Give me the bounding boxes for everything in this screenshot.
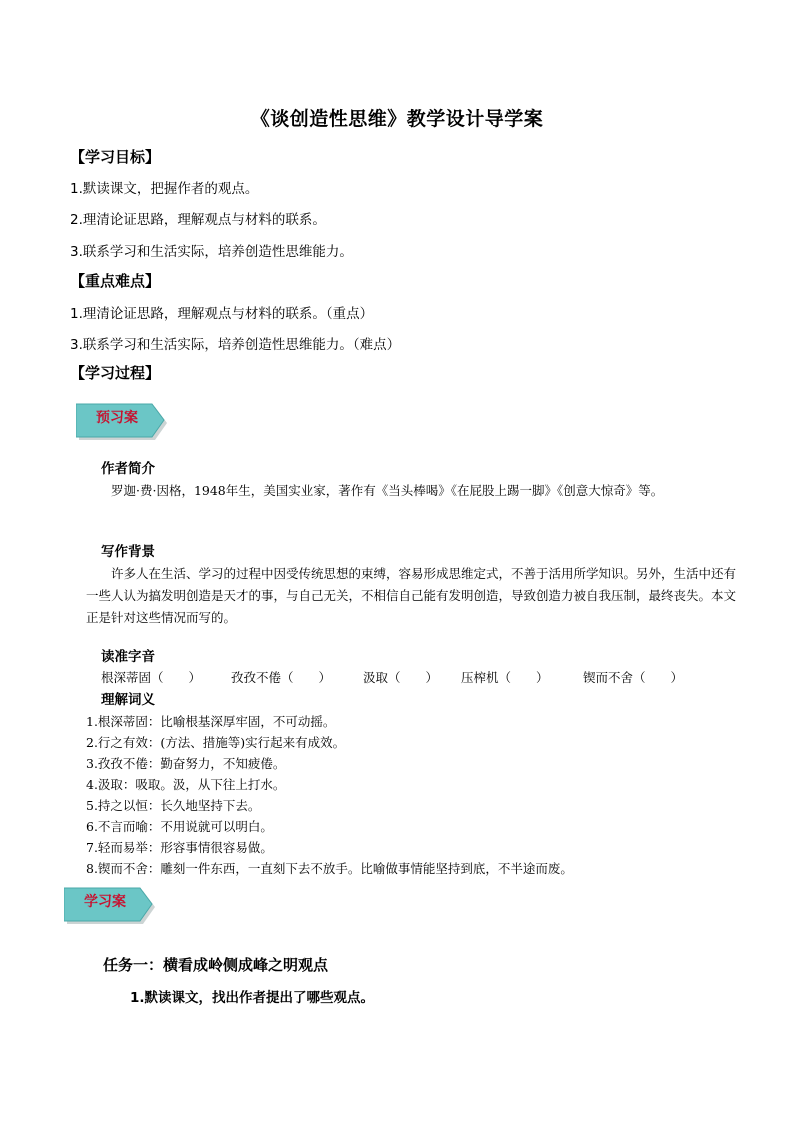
- keypoint-item: 1.理清论证思路，理解观点与材料的联系。（重点）: [70, 306, 374, 322]
- vocab-item: 2.行之有效：(方法、措施等)实行起来有成效。: [86, 735, 346, 750]
- pronunciation-item: 锲而不舍（ ）: [583, 670, 684, 685]
- keypoints-heading: 【重点难点】: [70, 272, 161, 290]
- pronunciation-item: 根深蒂固（ ）: [101, 670, 202, 685]
- vocab-item: 7.轻而易举：形容事情很容易做。: [86, 840, 273, 855]
- vocab-item: 1.根深蒂固：比喻根基深厚牢固，不可动摇。: [86, 714, 336, 729]
- pronunciation-item: 压榨机（ ）: [461, 670, 549, 685]
- goal-item: 1.默读课文，把握作者的观点。: [70, 181, 259, 197]
- pronunciation-item: 汲取（ ）: [363, 670, 439, 685]
- process-heading: 【学习过程】: [70, 364, 161, 382]
- goal-item: 2.理清论证思路，理解观点与材料的联系。: [70, 212, 326, 228]
- page-title: 《谈创造性思维》教学设计导学案: [250, 108, 544, 130]
- vocab-item: 6.不言而喻：不用说就可以明白。: [86, 819, 273, 834]
- background-heading: 写作背景: [101, 544, 155, 560]
- author-heading: 作者简介: [101, 461, 155, 477]
- vocab-heading: 理解词义: [101, 692, 155, 708]
- task1-question: 1.默读课文，找出作者提出了哪些观点。: [130, 990, 375, 1006]
- vocab-item: 8.锲而不舍：雕刻一件东西，一直刻下去不放手。比喻做事情能坚持到底，不半途而废。: [86, 861, 573, 876]
- preview-badge: [76, 402, 170, 440]
- study-badge: [64, 886, 158, 924]
- background-text: 许多人在生活、学习的过程中因受传统思想的束缚，容易形成思维定式，不善于活用所学知识。另外，生活中还有一些人认为搞发明创造是天才的事，与自己无关，不相信自己能有发明创造，导致创造力被自我压制，最终丧失。本文正是针对这些情况而写的。: [86, 566, 737, 625]
- preview-badge-label: 预习案: [96, 410, 138, 426]
- vocab-item: 3.孜孜不倦：勤奋努力，不知疲倦。: [86, 756, 286, 771]
- task1-heading: 任务一：横看成岭侧成峰之明观点: [103, 956, 329, 974]
- vocab-item: 4.汲取：吸取。汲，从下往上打水。: [86, 777, 286, 792]
- author-text: 罗迦·费·因格，1948年生，美国实业家，著作有《当头棒喝》《在屁股上踢一脚》《创意大惊奇》等。: [111, 483, 664, 498]
- goals-heading: 【学习目标】: [70, 148, 161, 166]
- study-badge-label: 学习案: [84, 894, 126, 910]
- vocab-item: 5.持之以恒：长久地坚持下去。: [86, 798, 261, 813]
- pronunciation-item: 孜孜不倦（ ）: [231, 670, 332, 685]
- goal-item: 3.联系学习和生活实际，培养创造性思维能力。: [70, 244, 353, 260]
- keypoint-item: 3.联系学习和生活实际，培养创造性思维能力。（难点）: [70, 337, 401, 353]
- pronunciation-heading: 读准字音: [101, 649, 155, 665]
